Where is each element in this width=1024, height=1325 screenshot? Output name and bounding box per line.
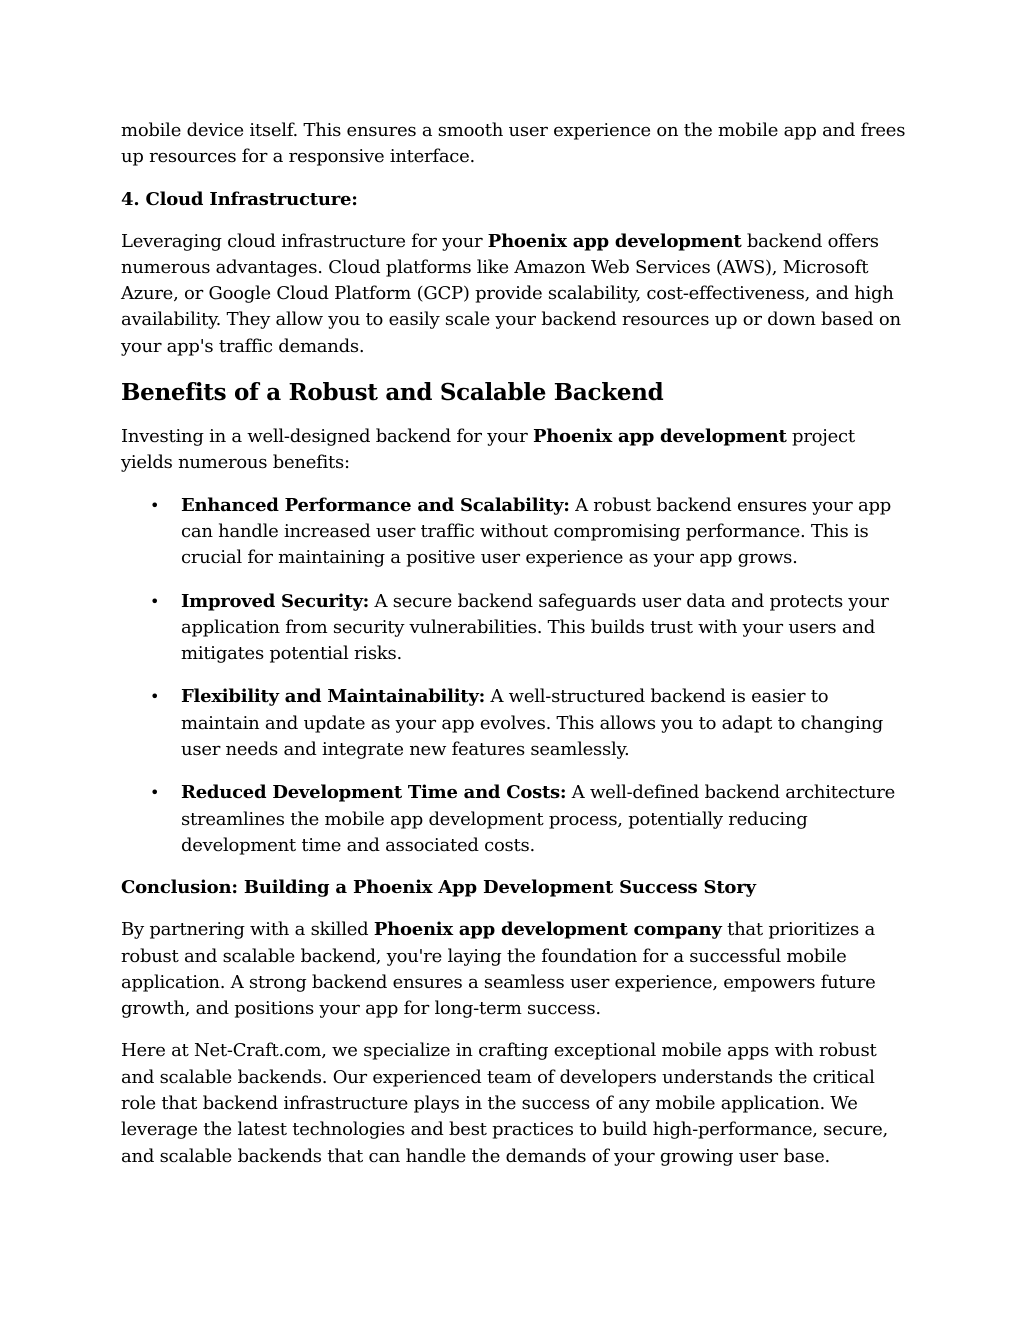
list-item — [121, 684, 911, 763]
bullet-icon: • — [150, 687, 160, 707]
benefits-list — [121, 493, 911, 860]
conclusion-heading: Conclusion: Building a Phoenix App Development Success Story — [121, 877, 756, 899]
bullet-icon: • — [150, 783, 160, 803]
benefit-text: A secure backend safeguards user data and protects your application from security vulnerabilities. This builds trust with your users and mitigates potential risks. — [181, 590, 889, 665]
cloud-infrastructure-heading: 4. Cloud Infrastructure: — [121, 188, 358, 210]
list-item — [121, 493, 911, 572]
benefit-text: A well-structured backend is easier to maintain and update as your app evolves. This allows you to adapt to changing user needs and integrate new features seamlessly. — [181, 686, 884, 761]
benefit-text: A well-defined backend architecture streamlines the mobile app development process, potentially reducing development time and associated costs. — [181, 782, 896, 856]
benefits-intro-paragraph — [121, 424, 911, 477]
intro-continuation-paragraph: mobile device itself. This ensures a smooth user experience on the mobile app and frees up resources for a responsive interface. — [121, 120, 906, 168]
conclusion-paragraph-1 — [121, 917, 911, 1022]
benefit-text: A robust backend ensures your app can handle increased user traffic without compromising performance. This is crucial for maintaining a positive user experience as your app grows. — [181, 494, 892, 569]
conclusion-p1-before: By partnering with a skilled — [121, 919, 374, 941]
conclusion-paragraph-2: Here at Net-Craft.com, we specialize in crafting exceptional mobile apps with robust and scalable backends. Our experienced team of developers understands the critical role that backend infrastructure plays in the success of any mobile application. We leverage the latest technologies and best practices to build high-performance, secure, and scalable backends that can handle the demands of your growing user base. — [121, 1040, 888, 1167]
cloud-bold-keyword: Phoenix app development — [487, 230, 742, 252]
bullet-icon: • — [150, 495, 160, 515]
benefits-intro-after: project yields numerous benefits: — [121, 426, 855, 474]
benefits-intro-before: Investing in a well-designed backend for your — [121, 426, 533, 448]
benefits-heading: Benefits of a Robust and Scalable Backend — [121, 379, 664, 407]
list-item — [121, 589, 911, 668]
conclusion-p1-after: that prioritizes a robust and scalable backend, you're laying the foundation for a successful mobile application. A strong backend ensures a seamless user experience, empowers future growth, and positions your app for long-term success. — [121, 919, 876, 1020]
conclusion-p1-bold: Phoenix app development company — [373, 919, 722, 941]
benefit-title: Flexibility and Maintainability: — [181, 686, 485, 708]
cloud-infrastructure-paragraph — [121, 229, 911, 360]
benefit-title: Improved Security: — [181, 590, 370, 612]
benefits-intro-bold: Phoenix app development — [532, 426, 787, 448]
bullet-icon: • — [150, 591, 160, 611]
cloud-text-before: Leveraging cloud infrastructure for your — [121, 230, 488, 252]
benefit-title: Enhanced Performance and Scalability: — [181, 494, 570, 516]
list-item — [121, 780, 911, 859]
benefit-title: Reduced Development Time and Costs: — [181, 782, 567, 804]
document-page — [121, 118, 911, 1170]
cloud-text-after: backend offers numerous advantages. Cloud platforms like Amazon Web Services (AWS), Microsoft Azure, or Google Cloud Platform (GCP) provide scalability, cost-effectiveness, and high availability. They allow you to easily scale your backend resources up or down based on your app's traffic demands. — [121, 230, 901, 357]
